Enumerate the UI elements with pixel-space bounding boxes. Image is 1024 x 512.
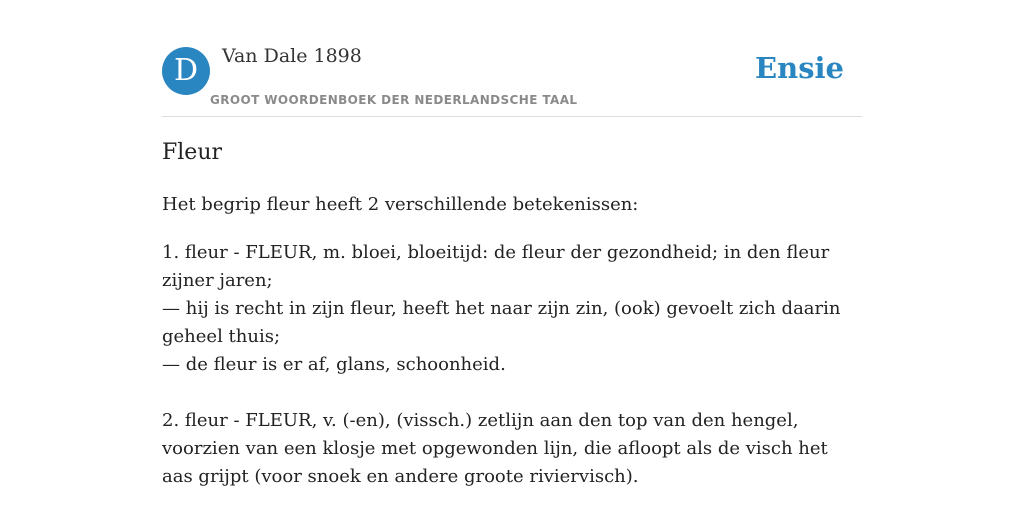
entry-title: Fleur [162,140,223,165]
entry-intro: Het begrip fleur heeft 2 verschillende betekenissen: [162,194,639,215]
source-title[interactable]: Van Dale 1898 [222,45,362,67]
definition-item [162,239,862,379]
card-header [162,0,862,117]
definition-item [162,407,862,491]
definition-line: 2. fleur - FLEUR, v. (-en), (vissch.) zetlijn aan den top van den hengel, voorzien van een klosje met opgewonden lijn, die afloopt als de visch het aas grijpt (voor snoek en andere groote riviervisch). [162,410,828,487]
brand-logo[interactable]: Ensie [755,51,844,85]
definitions-list [162,239,862,512]
definition-line: — hij is recht in zijn fleur, heeft het naar zijn zin, (ook) gevoelt zich daarin geheel thuis; [162,298,841,347]
source-subtitle: GROOT WOORDENBOEK DER NEDERLANDSCHE TAAL [210,93,578,107]
definition-line: — de fleur is er af, glans, schoonheid. [162,354,506,375]
dictionary-card [162,0,862,512]
definition-line: 1. fleur - FLEUR, m. bloei, bloeitijd: de fleur der gezondheid; in den fleur zijner jaren; [162,242,830,291]
source-avatar[interactable]: D [162,47,210,95]
